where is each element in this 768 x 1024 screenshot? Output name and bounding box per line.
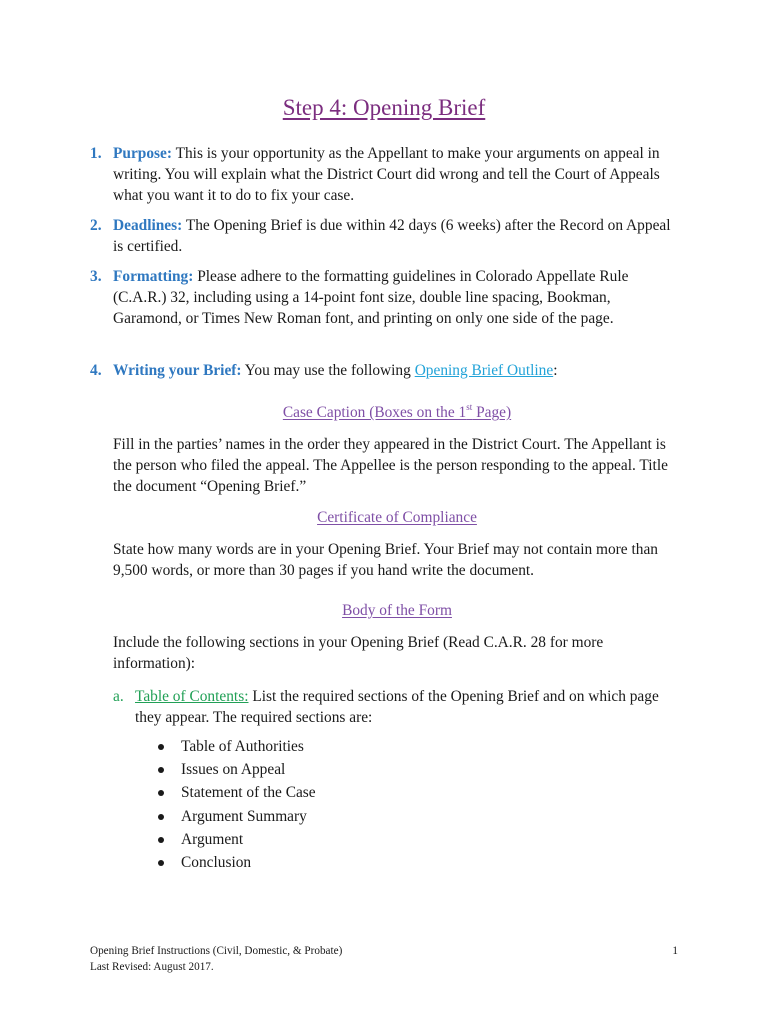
list-item [158, 736, 316, 759]
list-item [158, 829, 316, 852]
list-item-label: Argument Summary [181, 807, 307, 825]
item-purpose [113, 143, 683, 206]
page-number: 1 [672, 945, 678, 957]
list-item-label: Issues on Appeal [181, 761, 286, 779]
item-text-writing-brief-tail: : [553, 362, 558, 379]
item-heading-purpose: Purpose: [113, 145, 172, 162]
case-caption-heading [113, 402, 681, 423]
bullet-icon [158, 814, 164, 820]
table-of-contents-link[interactable]: Table of Contents: [135, 688, 249, 705]
item-text-writing-brief: You may use the following [241, 362, 415, 379]
page-title: Step 4: Opening Brief [282, 95, 486, 120]
list-item [158, 806, 316, 829]
bullet-icon [158, 767, 164, 773]
bullet-icon [158, 744, 164, 750]
item-number-3: 3. [90, 268, 102, 285]
toc-letter: a. [113, 688, 124, 705]
footer-revised-date: Last Revised: August 2017. [90, 960, 214, 973]
bullet-icon [158, 837, 164, 843]
item-number-1: 1. [90, 145, 102, 162]
bullet-icon [158, 790, 164, 796]
list-item [158, 759, 316, 782]
certificate-text: State how many words are in your Opening Brief. Your Brief may not contain more than 9,500 words, or more than 30 pages if you hand write the document. [113, 541, 658, 579]
list-item [158, 782, 316, 805]
item-text-purpose: This is your opportunity as the Appellant to make your arguments on appeal in writing. You will explain what the District Court did wrong and tell the Court of Appeals what you want it to do to fix your case. [113, 145, 660, 204]
toc-item [135, 686, 683, 728]
required-sections-list [158, 736, 316, 875]
item-number-4: 4. [90, 362, 102, 379]
bullet-icon [158, 860, 164, 866]
case-caption-heading-sup: st [466, 401, 473, 412]
case-caption-heading-pre: Case Caption (Boxes on the 1 [282, 404, 467, 421]
footer [90, 944, 342, 975]
item-number-2: 2. [90, 217, 102, 234]
list-item-label: Argument [181, 830, 244, 848]
list-item-label: Statement of the Case [181, 784, 316, 802]
case-caption-heading-post: Page) [472, 404, 512, 421]
item-text-deadlines: The Opening Brief is due within 42 days (6 weeks) after the Record on Appeal is certified. [113, 217, 671, 255]
list-item-label: Table of Authorities [181, 738, 304, 755]
opening-brief-outline-link[interactable]: Opening Brief Outline [414, 362, 554, 379]
item-heading-writing-brief: Writing your Brief: [113, 362, 242, 379]
footer-document-title: Opening Brief Instructions (Civil, Domestic, & Probate) [90, 945, 343, 957]
body-form-text: Include the following sections in your Opening Brief (Read C.A.R. 28 for more information): [113, 634, 604, 672]
list-item-label: Conclusion [181, 853, 252, 871]
case-caption-text: Fill in the parties’ names in the order they appeared in the District Court. The Appellant is the person who filed the appeal. The Appellee is the person responding to the appeal. Title the document “Opening Brief.” [113, 436, 668, 495]
toc-text: List the required sections of the Opening Brief and on which page they appear. The required sections are: [135, 688, 659, 726]
item-writing-brief [113, 360, 683, 381]
body-form-heading: Body of the Form [342, 602, 452, 619]
list-item [158, 852, 316, 875]
certificate-heading: Certificate of Compliance [317, 509, 477, 526]
item-formatting [113, 266, 683, 329]
item-heading-formatting: Formatting: [113, 268, 194, 285]
item-deadlines [113, 215, 683, 257]
item-text-formatting: Please adhere to the formatting guidelines in Colorado Appellate Rule (C.A.R.) 32, including using a 14-point font size, double line spacing, Bookman, Garamond, or Times New Roman font, and printing on only one side of the page. [113, 268, 629, 327]
item-heading-deadlines: Deadlines: [113, 217, 183, 234]
